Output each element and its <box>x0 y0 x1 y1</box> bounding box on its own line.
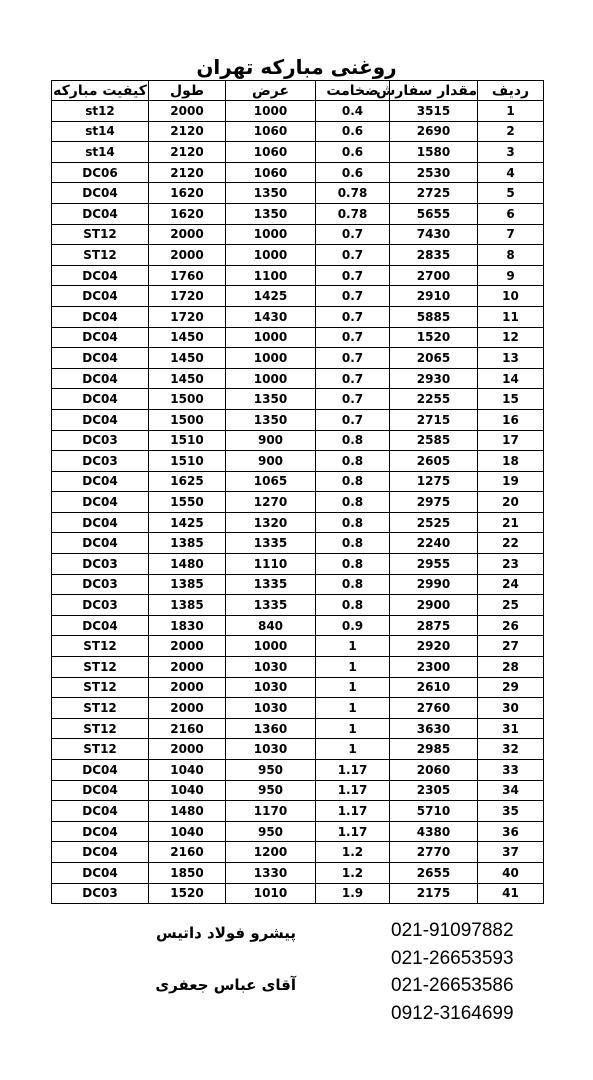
cell-length: 1760 <box>149 265 226 286</box>
cell-length: 1040 <box>149 780 226 801</box>
cell-quantity: 2725 <box>390 183 478 204</box>
cell-quantity: 2525 <box>390 512 478 533</box>
cell-row: 16 <box>478 409 544 430</box>
cell-row: 14 <box>478 368 544 389</box>
cell-quantity: 2305 <box>390 780 478 801</box>
table-row <box>52 348 544 369</box>
page-title: روغنی مبارکه تهران <box>196 55 397 79</box>
cell-quantity: 7430 <box>390 224 478 245</box>
cell-quality: ST12 <box>52 718 149 739</box>
cell-width: 950 <box>226 760 316 781</box>
cell-thickness: 1 <box>316 636 390 657</box>
cell-quality: DC04 <box>52 512 149 533</box>
phone-number[interactable]: 0912-3164699 <box>391 1002 514 1024</box>
cell-quantity: 2530 <box>390 162 478 183</box>
cell-quantity: 2255 <box>390 389 478 410</box>
cell-length: 1830 <box>149 615 226 636</box>
cell-width: 1000 <box>226 224 316 245</box>
cell-row: 41 <box>478 883 544 904</box>
header-quality: کیفیت مبارکه <box>53 82 147 99</box>
cell-quality: DC04 <box>52 533 149 554</box>
cell-width: 1000 <box>226 368 316 389</box>
cell-row: 18 <box>478 451 544 472</box>
table-row <box>52 471 544 492</box>
phone-list <box>391 917 514 1027</box>
cell-quantity: 2900 <box>390 595 478 616</box>
cell-thickness: 0.7 <box>316 224 390 245</box>
cell-thickness: 0.6 <box>316 142 390 163</box>
cell-thickness: 1 <box>316 718 390 739</box>
table-row <box>52 574 544 595</box>
cell-width: 1000 <box>226 101 316 122</box>
table-row <box>52 760 544 781</box>
cell-width: 1010 <box>226 883 316 904</box>
table-row <box>52 142 544 163</box>
cell-row: 7 <box>478 224 544 245</box>
cell-quantity: 5655 <box>390 203 478 224</box>
cell-thickness: 0.8 <box>316 492 390 513</box>
cell-row: 13 <box>478 348 544 369</box>
cell-quality: DC04 <box>52 286 149 307</box>
cell-length: 1620 <box>149 183 226 204</box>
cell-quantity: 5885 <box>390 306 478 327</box>
cell-row: 19 <box>478 471 544 492</box>
cell-row: 35 <box>478 801 544 822</box>
cell-thickness: 0.8 <box>316 451 390 472</box>
cell-quality: DC04 <box>52 780 149 801</box>
cell-row: 28 <box>478 657 544 678</box>
cell-thickness: 0.7 <box>316 409 390 430</box>
cell-row: 37 <box>478 842 544 863</box>
table-row <box>52 430 544 451</box>
cell-quantity: 2715 <box>390 409 478 430</box>
cell-length: 2120 <box>149 162 226 183</box>
table-row <box>52 615 544 636</box>
cell-width: 1000 <box>226 245 316 266</box>
table-row <box>52 862 544 883</box>
cell-width: 1110 <box>226 554 316 575</box>
cell-length: 1550 <box>149 492 226 513</box>
cell-length: 2000 <box>149 101 226 122</box>
cell-quantity: 2060 <box>390 760 478 781</box>
cell-quantity: 2920 <box>390 636 478 657</box>
table-row <box>52 389 544 410</box>
cell-quality: ST12 <box>52 245 149 266</box>
cell-quality: ST12 <box>52 657 149 678</box>
cell-quality: DC04 <box>52 368 149 389</box>
cell-length: 1720 <box>149 286 226 307</box>
cell-thickness: 0.8 <box>316 595 390 616</box>
cell-width: 900 <box>226 451 316 472</box>
cell-quality: DC03 <box>52 430 149 451</box>
cell-quantity: 2300 <box>390 657 478 678</box>
cell-thickness: 0.7 <box>316 348 390 369</box>
cell-thickness: 0.8 <box>316 430 390 451</box>
table-row <box>52 245 544 266</box>
table-row <box>52 224 544 245</box>
cell-length: 1450 <box>149 348 226 369</box>
cell-quality: DC04 <box>52 615 149 636</box>
cell-width: 1030 <box>226 677 316 698</box>
cell-thickness: 1.2 <box>316 842 390 863</box>
cell-quality: DC06 <box>52 162 149 183</box>
cell-width: 1350 <box>226 409 316 430</box>
cell-length: 1720 <box>149 306 226 327</box>
cell-width: 1335 <box>226 574 316 595</box>
cell-thickness: 0.6 <box>316 121 390 142</box>
table-row <box>52 533 544 554</box>
contact-footer <box>0 912 593 1032</box>
cell-width: 1060 <box>226 121 316 142</box>
cell-quality: DC03 <box>52 451 149 472</box>
cell-quantity: 2990 <box>390 574 478 595</box>
cell-length: 1510 <box>149 430 226 451</box>
cell-thickness: 1.17 <box>316 780 390 801</box>
cell-row: 33 <box>478 760 544 781</box>
cell-width: 1100 <box>226 265 316 286</box>
cell-quantity: 2240 <box>390 533 478 554</box>
cell-length: 2000 <box>149 224 226 245</box>
header-length: طول <box>149 81 226 101</box>
header-quantity: مقدار سفارش <box>375 82 477 99</box>
cell-length: 1520 <box>149 883 226 904</box>
cell-row: 25 <box>478 595 544 616</box>
cell-width: 1350 <box>226 389 316 410</box>
cell-length: 1850 <box>149 862 226 883</box>
cell-row: 23 <box>478 554 544 575</box>
cell-quantity: 2610 <box>390 677 478 698</box>
cell-width: 1200 <box>226 842 316 863</box>
cell-quantity: 2065 <box>390 348 478 369</box>
table-row <box>52 718 544 739</box>
cell-length: 1385 <box>149 533 226 554</box>
cell-width: 1060 <box>226 162 316 183</box>
table-row <box>52 203 544 224</box>
table-row <box>52 595 544 616</box>
cell-width: 1430 <box>226 306 316 327</box>
cell-row: 32 <box>478 739 544 760</box>
phone-number[interactable]: 021-26653586 <box>391 975 514 996</box>
cell-thickness: 0.8 <box>316 574 390 595</box>
cell-quality: DC04 <box>52 327 149 348</box>
cell-quantity: 2975 <box>390 492 478 513</box>
cell-quality: DC04 <box>52 760 149 781</box>
cell-quantity: 2585 <box>390 430 478 451</box>
table-row <box>52 739 544 760</box>
table-row <box>52 657 544 678</box>
table-row <box>52 162 544 183</box>
table-row <box>52 698 544 719</box>
cell-width: 1320 <box>226 512 316 533</box>
contact-person: آقای عباس جعفری <box>155 976 296 994</box>
cell-length: 2000 <box>149 698 226 719</box>
table-row <box>52 677 544 698</box>
cell-quantity: 1580 <box>390 142 478 163</box>
cell-quality: DC04 <box>52 306 149 327</box>
cell-quality: DC04 <box>52 409 149 430</box>
cell-thickness: 0.7 <box>316 389 390 410</box>
cell-length: 1480 <box>149 554 226 575</box>
cell-length: 1425 <box>149 512 226 533</box>
order-table-container <box>51 80 543 904</box>
table-row <box>52 451 544 472</box>
cell-quantity: 2955 <box>390 554 478 575</box>
cell-quality: st14 <box>52 121 149 142</box>
cell-thickness: 1 <box>316 677 390 698</box>
cell-width: 1060 <box>226 142 316 163</box>
cell-quantity: 2930 <box>390 368 478 389</box>
table-row <box>52 801 544 822</box>
cell-row: 30 <box>478 698 544 719</box>
cell-quality: st12 <box>52 101 149 122</box>
cell-quality: DC04 <box>52 492 149 513</box>
cell-width: 1350 <box>226 183 316 204</box>
cell-row: 8 <box>478 245 544 266</box>
cell-thickness: 0.7 <box>316 368 390 389</box>
cell-quantity: 3515 <box>390 101 478 122</box>
cell-width: 1030 <box>226 698 316 719</box>
cell-length: 2000 <box>149 677 226 698</box>
cell-length: 2160 <box>149 842 226 863</box>
cell-width: 1330 <box>226 862 316 883</box>
cell-quantity: 2910 <box>390 286 478 307</box>
cell-row: 26 <box>478 615 544 636</box>
cell-width: 1335 <box>226 533 316 554</box>
cell-length: 2160 <box>149 718 226 739</box>
cell-thickness: 0.8 <box>316 554 390 575</box>
cell-row: 27 <box>478 636 544 657</box>
cell-width: 1425 <box>226 286 316 307</box>
cell-thickness: 0.7 <box>316 286 390 307</box>
cell-length: 1040 <box>149 760 226 781</box>
cell-row: 40 <box>478 862 544 883</box>
cell-quality: DC04 <box>52 862 149 883</box>
cell-row: 24 <box>478 574 544 595</box>
cell-quality: DC04 <box>52 801 149 822</box>
table-row <box>52 883 544 904</box>
cell-row: 31 <box>478 718 544 739</box>
cell-row: 11 <box>478 306 544 327</box>
cell-row: 6 <box>478 203 544 224</box>
cell-row: 3 <box>478 142 544 163</box>
header-thickness: ضخامت <box>316 81 390 101</box>
cell-length: 1450 <box>149 368 226 389</box>
cell-quantity: 2770 <box>390 842 478 863</box>
cell-thickness: 0.6 <box>316 162 390 183</box>
cell-length: 1500 <box>149 389 226 410</box>
cell-quality: DC04 <box>52 821 149 842</box>
cell-width: 840 <box>226 615 316 636</box>
table-row <box>52 821 544 842</box>
cell-row: 9 <box>478 265 544 286</box>
cell-thickness: 1.17 <box>316 760 390 781</box>
cell-quantity: 2690 <box>390 121 478 142</box>
cell-row: 36 <box>478 821 544 842</box>
cell-width: 1030 <box>226 657 316 678</box>
cell-thickness: 0.7 <box>316 306 390 327</box>
cell-length: 1385 <box>149 595 226 616</box>
cell-length: 2000 <box>149 739 226 760</box>
cell-row: 20 <box>478 492 544 513</box>
cell-quality: DC04 <box>52 471 149 492</box>
cell-quantity: 1520 <box>390 327 478 348</box>
cell-thickness: 0.8 <box>316 512 390 533</box>
cell-length: 2000 <box>149 657 226 678</box>
table-row <box>52 183 544 204</box>
cell-width: 1030 <box>226 739 316 760</box>
table-row <box>52 636 544 657</box>
cell-row: 17 <box>478 430 544 451</box>
cell-quantity: 2760 <box>390 698 478 719</box>
cell-quality: DC04 <box>52 265 149 286</box>
cell-quantity: 2175 <box>390 883 478 904</box>
cell-width: 1360 <box>226 718 316 739</box>
cell-quantity: 2985 <box>390 739 478 760</box>
cell-thickness: 0.78 <box>316 183 390 204</box>
table-row <box>52 492 544 513</box>
cell-thickness: 1 <box>316 698 390 719</box>
table-row <box>52 512 544 533</box>
cell-width: 1000 <box>226 327 316 348</box>
cell-row: 34 <box>478 780 544 801</box>
cell-quality: DC04 <box>52 389 149 410</box>
cell-length: 1620 <box>149 203 226 224</box>
cell-quality: ST12 <box>52 224 149 245</box>
cell-thickness: 0.9 <box>316 615 390 636</box>
table-row <box>52 327 544 348</box>
cell-thickness: 0.7 <box>316 245 390 266</box>
cell-quality: DC04 <box>52 183 149 204</box>
cell-width: 1335 <box>226 595 316 616</box>
cell-width: 950 <box>226 821 316 842</box>
table-row <box>52 554 544 575</box>
cell-thickness: 1.17 <box>316 801 390 822</box>
cell-width: 1000 <box>226 348 316 369</box>
table-row <box>52 368 544 389</box>
table-row <box>52 101 544 122</box>
cell-quantity: 4380 <box>390 821 478 842</box>
header-width: عرض <box>226 81 316 101</box>
cell-thickness: 0.7 <box>316 327 390 348</box>
table-row <box>52 842 544 863</box>
cell-thickness: 0.8 <box>316 471 390 492</box>
cell-quality: ST12 <box>52 698 149 719</box>
cell-width: 950 <box>226 780 316 801</box>
cell-row: 5 <box>478 183 544 204</box>
cell-thickness: 0.4 <box>316 101 390 122</box>
cell-row: 22 <box>478 533 544 554</box>
cell-width: 1170 <box>226 801 316 822</box>
table-header-row <box>52 81 544 101</box>
cell-thickness: 1 <box>316 739 390 760</box>
cell-thickness: 1.17 <box>316 821 390 842</box>
cell-quality: DC03 <box>52 574 149 595</box>
cell-quality: ST12 <box>52 739 149 760</box>
header-row-number: ردیف <box>478 81 544 101</box>
cell-quality: st14 <box>52 142 149 163</box>
cell-quality: DC04 <box>52 348 149 369</box>
order-table <box>51 80 544 904</box>
cell-length: 2120 <box>149 121 226 142</box>
cell-row: 29 <box>478 677 544 698</box>
cell-thickness: 0.7 <box>316 265 390 286</box>
cell-length: 1450 <box>149 327 226 348</box>
cell-length: 1040 <box>149 821 226 842</box>
cell-quality: DC03 <box>52 554 149 575</box>
cell-row: 12 <box>478 327 544 348</box>
table-row <box>52 121 544 142</box>
cell-length: 2000 <box>149 245 226 266</box>
cell-row: 10 <box>478 286 544 307</box>
cell-thickness: 1.9 <box>316 883 390 904</box>
cell-length: 1500 <box>149 409 226 430</box>
cell-thickness: 1.2 <box>316 862 390 883</box>
cell-width: 1065 <box>226 471 316 492</box>
cell-quality: ST12 <box>52 636 149 657</box>
cell-length: 1625 <box>149 471 226 492</box>
cell-quantity: 2875 <box>390 615 478 636</box>
cell-length: 1480 <box>149 801 226 822</box>
cell-quantity: 2655 <box>390 862 478 883</box>
cell-width: 1350 <box>226 203 316 224</box>
cell-quantity: 1275 <box>390 471 478 492</box>
cell-width: 1270 <box>226 492 316 513</box>
phone-number[interactable]: 021-26653593 <box>391 947 514 969</box>
cell-quantity: 2700 <box>390 265 478 286</box>
cell-row: 2 <box>478 121 544 142</box>
cell-row: 1 <box>478 101 544 122</box>
cell-thickness: 0.78 <box>316 203 390 224</box>
table-body <box>52 101 544 904</box>
cell-width: 900 <box>226 430 316 451</box>
company-name: پیشرو فولاد داتیس <box>155 924 296 942</box>
cell-quality: DC04 <box>52 842 149 863</box>
cell-quality: ST12 <box>52 677 149 698</box>
cell-thickness: 0.8 <box>316 533 390 554</box>
cell-row: 15 <box>478 389 544 410</box>
cell-quantity: 3630 <box>390 718 478 739</box>
table-row <box>52 306 544 327</box>
table-row <box>52 286 544 307</box>
cell-quantity: 2605 <box>390 451 478 472</box>
cell-width: 1000 <box>226 636 316 657</box>
cell-quality: DC04 <box>52 203 149 224</box>
table-row <box>52 780 544 801</box>
cell-row: 21 <box>478 512 544 533</box>
cell-quality: DC03 <box>52 595 149 616</box>
cell-length: 1510 <box>149 451 226 472</box>
cell-length: 2000 <box>149 636 226 657</box>
cell-thickness: 1 <box>316 657 390 678</box>
table-row <box>52 409 544 430</box>
table-row <box>52 265 544 286</box>
cell-quality: DC03 <box>52 883 149 904</box>
phone-number[interactable]: 021-91097882 <box>391 920 514 941</box>
cell-row: 4 <box>478 162 544 183</box>
cell-quantity: 5710 <box>390 801 478 822</box>
cell-length: 1385 <box>149 574 226 595</box>
cell-length: 2120 <box>149 142 226 163</box>
cell-quantity: 2835 <box>390 245 478 266</box>
